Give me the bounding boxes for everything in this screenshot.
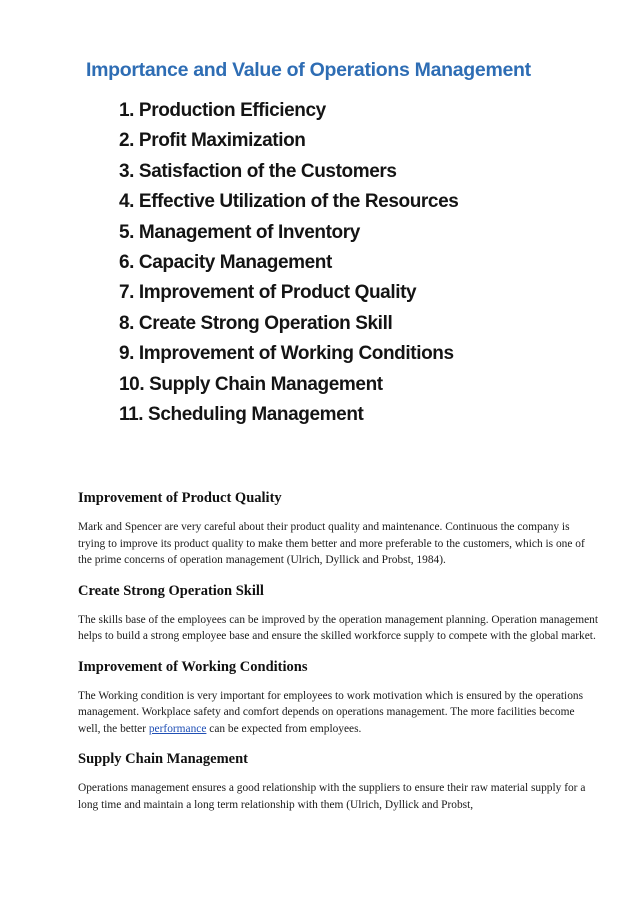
- list-item: 8. Create Strong Operation Skill: [119, 312, 393, 334]
- section-paragraph: [78, 688, 598, 738]
- section-paragraph: Operations management ensures a good relationship with the suppliers to ensure their raw material supply for a long time and maintain a long term relationship with them (Ulrich, Dyllick and Probst,: [78, 782, 586, 811]
- section-product-quality: [78, 489, 598, 569]
- section-heading: Supply Chain Management: [78, 751, 249, 767]
- section-paragraph: Mark and Spencer are very careful about their product quality and maintenance. Continuous the company is trying to improve its product quality to make them better and more preferable to the customers, which is one of the prime concerns of operation management (Ulrich, Dyllick and Probst, 1984).: [78, 521, 585, 566]
- list-item: 10. Supply Chain Management: [119, 373, 383, 395]
- section-working-conditions: [78, 658, 598, 738]
- document-body: [78, 489, 598, 826]
- section-heading: Create Strong Operation Skill: [78, 582, 264, 599]
- list-item: 5. Management of Inventory: [119, 221, 360, 243]
- importance-list: [86, 96, 526, 430]
- list-item: 4. Effective Utilization of the Resources: [119, 191, 459, 213]
- paragraph-text: can be expected from employees.: [206, 722, 362, 735]
- list-item: 6. Capacity Management: [119, 252, 332, 274]
- list-item: 11. Scheduling Management: [119, 404, 364, 426]
- section-heading: Improvement of Product Quality: [78, 490, 282, 506]
- list-item: 1. Production Efficiency: [119, 100, 326, 121]
- figure-title: Importance and Value of Operations Management: [86, 59, 531, 81]
- performance-link[interactable]: performance: [148, 722, 207, 735]
- list-item: 2. Profit Maximization: [119, 130, 306, 152]
- section-paragraph: The skills base of the employees can be improved by the operation management planning. Operation management helps to build a strong employee base and ensure the skilled workforce supply to compete with the global market.: [78, 613, 599, 642]
- list-item: 9. Improvement of Working Conditions: [119, 343, 454, 365]
- list-item: 7. Improvement of Product Quality: [119, 282, 417, 304]
- section-heading: Improvement of Working Conditions: [78, 658, 308, 675]
- paragraph-text: The Working condition is very important for employees to work motivation which is ensured by the operations management. Workplace safety and comfort depends on operations management. The more facilities become well, the better: [78, 689, 584, 735]
- list-item: 3. Satisfaction of the Customers: [119, 160, 397, 182]
- importance-figure: [86, 58, 531, 430]
- section-operation-skill: [78, 582, 598, 645]
- section-supply-chain: [78, 750, 598, 813]
